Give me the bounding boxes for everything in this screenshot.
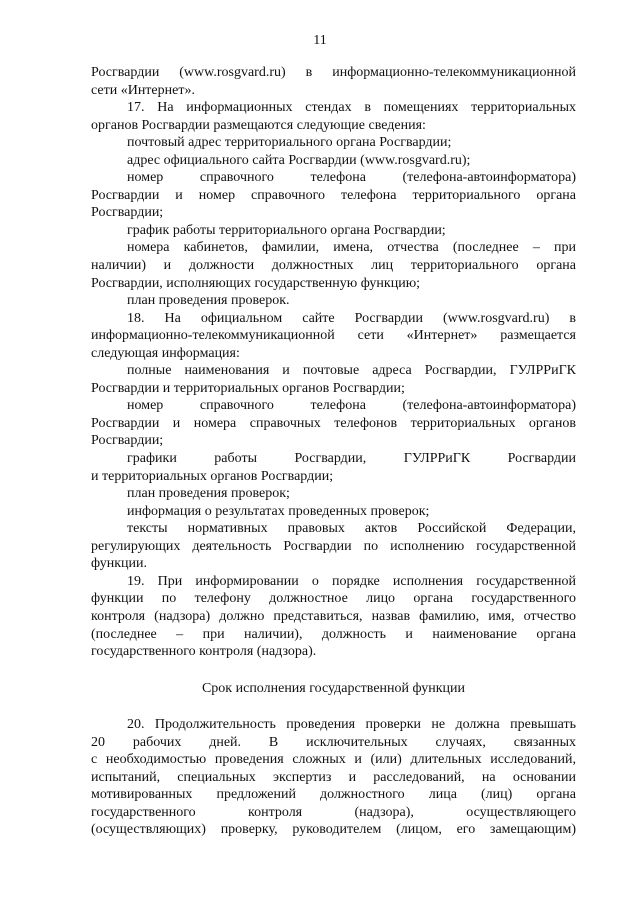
text-line: сети «Интернет».	[91, 82, 195, 98]
text-line: Росгвардии и номера справочных телефонов территориальных органов	[91, 415, 576, 431]
spacer	[91, 661, 576, 680]
text-line: с необходимостью проведения сложных и (или) длительных исследований,	[91, 752, 576, 768]
text-line: функции по телефону должностное лицо органа государственного	[91, 591, 576, 607]
text-line: Росгвардии;	[91, 433, 164, 449]
document-body	[91, 64, 576, 839]
text-line: полные наименования и почтовые адреса Росгвардии, ГУЛРРиГК	[127, 363, 576, 379]
text-line: 20. Продолжительность проведения проверки не должна превышать	[127, 717, 576, 733]
text-line: Росгвардии, исполняющих государственную функцию;	[91, 275, 421, 291]
text-line: почтовый адрес территориального органа Росгвардии;	[127, 135, 452, 151]
text-block-after-heading	[91, 716, 576, 839]
text-line: органов Росгвардии размещаются следующие сведения:	[91, 117, 426, 133]
text-line: государственного контроля (надзора), осуществляющего	[91, 804, 576, 820]
text-line: 19. При информировании о порядке исполнения государственной	[127, 573, 576, 589]
text-line: наличии) и должности должностных лиц территориального органа	[91, 258, 576, 274]
text-line: (осуществляющих) проверку, руководителем (лицом, его замещающим)	[91, 822, 576, 838]
text-line: 18. На официальном сайте Росгвардии (www.rosgvard.ru) в	[127, 310, 576, 326]
text-line: 20 рабочих дней. В исключительных случаях, связанных	[91, 734, 576, 750]
text-line: мотивированных предложений должностного лица (лиц) органа	[91, 787, 576, 803]
text-line: государственного контроля (надзора).	[91, 644, 317, 660]
text-line: контроля (надзора) должно представиться, назвав фамилию, имя, отчество	[91, 608, 576, 624]
text-line: (последнее – при наличии), должность и наименование органа	[91, 626, 576, 642]
text-line: графики работы Росгвардии, ГУЛРРиГК Росгвардии	[127, 451, 576, 467]
text-line: Росгвардии и территориальных органов Росгвардии;	[91, 380, 405, 396]
text-line: Росгвардии;	[91, 205, 164, 221]
text-line: 17. На информационных стендах в помещениях территориальных	[127, 100, 576, 116]
page-number: 11	[313, 33, 327, 48]
text-line: и территориальных органов Росгвардии;	[91, 468, 334, 484]
text-line: следующая информация:	[91, 345, 240, 361]
text-line: график работы территориального органа Росгвардии;	[127, 222, 446, 238]
text-block-main	[91, 64, 576, 661]
text-line: Росгвардии и номер справочного телефона территориального органа	[91, 187, 576, 203]
section-heading: Срок исполнения государственной функции	[201, 680, 466, 696]
text-line: номера кабинетов, фамилии, имена, отчества (последнее – при	[127, 240, 576, 256]
text-line: план проведения проверок;	[127, 486, 290, 502]
text-line: функции.	[91, 556, 147, 572]
text-line: план проведения проверок.	[127, 293, 290, 309]
text-line: номер справочного телефона (телефона-автоинформатора)	[127, 398, 576, 414]
text-line: номер справочного телефона (телефона-автоинформатора)	[127, 170, 576, 186]
text-line: Росгвардии (www.rosgvard.ru) в информационно-телекоммуникационной	[91, 65, 576, 80]
text-line: информационно-телекоммуникационной сети «Интернет» размещается	[91, 328, 576, 344]
text-line: испытаний, специальных экспертиз и расследований, на основании	[91, 769, 576, 785]
text-line: информация о результатах проведенных проверок;	[127, 503, 430, 519]
text-line: адрес официального сайта Росгвардии (www.rosgvard.ru);	[127, 152, 471, 168]
text-line: регулирующих деятельность Росгвардии по исполнению государственной	[91, 538, 576, 554]
spacer	[91, 697, 576, 716]
text-line: тексты нормативных правовых актов Российской Федерации,	[127, 521, 576, 537]
